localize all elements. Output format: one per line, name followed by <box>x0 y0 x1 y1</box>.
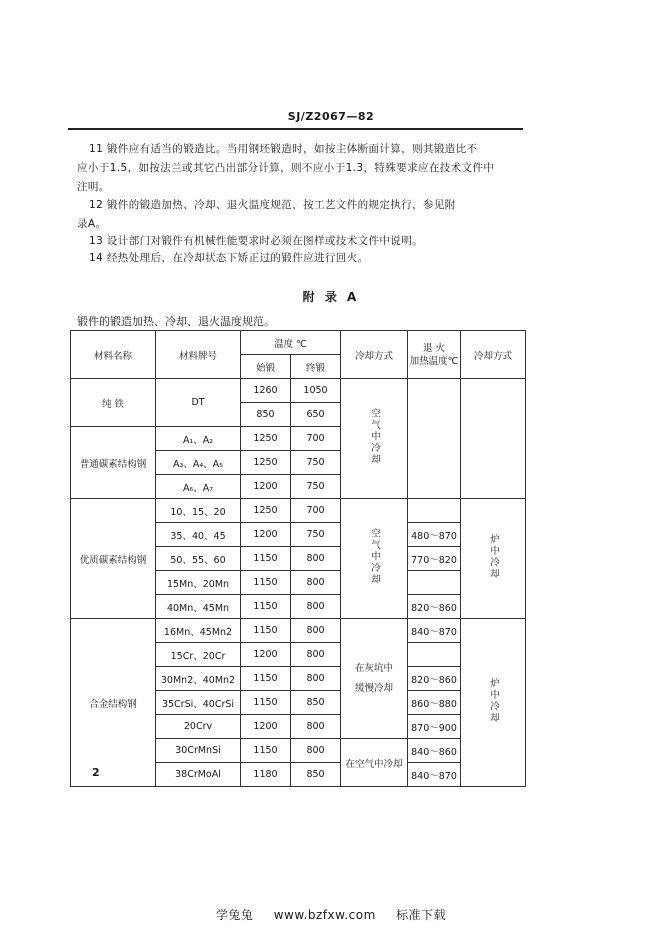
anneal-cell: 840～860 <box>408 739 461 763</box>
start-cell: 1260 <box>241 379 291 403</box>
start-cell: 1250 <box>241 451 291 475</box>
grade-cell: 30Mn2、40Mn2 <box>156 667 241 691</box>
cooling-air-1-text: 空气中冷却 <box>369 408 381 466</box>
start-cell: 850 <box>241 403 291 427</box>
grade-cell: 35CrSi、40CrSi <box>156 691 241 715</box>
footer <box>0 906 662 923</box>
end-cell: 700 <box>291 427 341 451</box>
end-cell: 750 <box>291 475 341 499</box>
page-number: 2 <box>92 766 100 779</box>
start-cell: 1200 <box>241 715 291 739</box>
end-cell: 650 <box>291 403 341 427</box>
header-rule <box>68 128 523 130</box>
cooling-air-2 <box>341 499 408 619</box>
cooling-furnace-2-text: 炉中冷却 <box>488 678 500 724</box>
start-cell: 1150 <box>241 571 291 595</box>
clause-line: 录A。 <box>77 218 107 230</box>
grade-cell: 40Mn、45Mn <box>156 595 241 619</box>
anneal-cell: 860～880 <box>408 691 461 715</box>
end-cell: 800 <box>291 547 341 571</box>
end-cell: 750 <box>291 451 341 475</box>
end-cell: 1050 <box>291 379 341 403</box>
table-row <box>71 499 526 523</box>
clause-11 <box>77 140 524 197</box>
header-grade: 材料牌号 <box>156 331 241 379</box>
grade-cell: DT <box>156 379 241 427</box>
anneal-cell: 480～870 <box>408 523 461 547</box>
start-cell: 1150 <box>241 619 291 643</box>
anneal-cell: 840～870 <box>408 763 461 787</box>
grade-cell: A₃、A₄、A₅ <box>156 451 241 475</box>
anneal-cell: 770～820 <box>408 547 461 571</box>
grade-cell: 38CrMoAl <box>156 763 241 787</box>
table-row <box>71 379 526 403</box>
header-cooling: 冷却方式 <box>341 331 408 379</box>
cooling-air-1 <box>341 379 408 499</box>
grade-cell: 15Cr、20Cr <box>156 643 241 667</box>
cooling-ash-line2: 缓慢冷却 <box>355 682 394 694</box>
forging-temperature-table <box>70 330 526 787</box>
anneal-cell: 840～870 <box>408 619 461 643</box>
anneal-cell <box>408 571 461 595</box>
group-alloy: 合金结构钢 <box>71 619 156 787</box>
cooling-furnace-1 <box>461 499 526 619</box>
grade-cell: 16Mn、45Mn2 <box>156 619 241 643</box>
cooling-air-3: 在空气中冷却 <box>341 739 408 787</box>
start-cell: 1180 <box>241 763 291 787</box>
appendix-title: 附 录 A <box>302 290 360 304</box>
grade-cell: A₆、A₇ <box>156 475 241 499</box>
start-cell: 1150 <box>241 547 291 571</box>
clause-12 <box>77 196 524 234</box>
anneal-cell: 820～860 <box>408 595 461 619</box>
clause-line: 12 锻件的锻造加热、冷却、退火温度规范，按工艺文件的规定执行，参见附 <box>89 199 456 211</box>
end-cell: 850 <box>291 763 341 787</box>
end-cell: 800 <box>291 715 341 739</box>
end-cell: 800 <box>291 571 341 595</box>
header-start: 始锻 <box>241 355 291 379</box>
clause-line: 11 锻件应有适当的锻造比。当用钢坯锻造时，如按主体断面计算，则其锻造比不 <box>89 143 478 155</box>
grade-cell: 20Crv <box>156 715 241 739</box>
grade-cell: 50、55、60 <box>156 547 241 571</box>
footer-url[interactable]: www.bzfxw.com <box>273 908 376 922</box>
cooling-ash-line1: 在灰坑中 <box>355 662 394 674</box>
footer-label: 标准下载 <box>396 908 447 922</box>
table-row <box>71 619 526 643</box>
cooling-air-2-text: 空气中冷却 <box>369 528 381 586</box>
cooling-furnace-2 <box>461 619 526 787</box>
start-cell: 1200 <box>241 523 291 547</box>
grade-cell: 15Mn、20Mn <box>156 571 241 595</box>
end-cell: 800 <box>291 643 341 667</box>
end-cell: 800 <box>291 619 341 643</box>
header-end: 终锻 <box>291 355 341 379</box>
grade-cell: 10、15、20 <box>156 499 241 523</box>
header-anneal <box>408 331 461 379</box>
table-header-row <box>71 331 526 355</box>
group-quality: 优质碳素结构钢 <box>71 499 156 619</box>
header-anneal-line2: 加热温度℃ <box>409 355 459 367</box>
end-cell: 800 <box>291 595 341 619</box>
footer-site: 学兔兔 <box>215 908 254 922</box>
grade-cell: 30CrMnSi <box>156 739 241 763</box>
end-cell: 800 <box>291 739 341 763</box>
clause-14 <box>77 249 524 268</box>
anneal-cell <box>408 379 461 499</box>
anneal-cell: 870～900 <box>408 715 461 739</box>
group-iron: 纯 铁 <box>71 379 156 427</box>
doc-header: SJ/Z2067—82 <box>287 110 375 123</box>
header-cooling2: 冷却方式 <box>461 331 526 379</box>
start-cell: 1150 <box>241 691 291 715</box>
grade-cell: 35、40、45 <box>156 523 241 547</box>
start-cell: 1250 <box>241 427 291 451</box>
start-cell: 1250 <box>241 499 291 523</box>
cooling-ash-pit <box>341 619 408 739</box>
header-anneal-line1: 退 火 <box>423 342 446 354</box>
start-cell: 1150 <box>241 667 291 691</box>
clause-line: 应小于1.5，如按法兰或其它凸出部分计算，则不应小于1.3，特殊要求应在技术文件中 <box>77 162 495 174</box>
header-temp: 温度 ℃ <box>241 331 341 355</box>
start-cell: 1200 <box>241 475 291 499</box>
end-cell: 850 <box>291 691 341 715</box>
end-cell: 800 <box>291 667 341 691</box>
table-caption: 锻件的锻造加热、冷却、退火温度规范。 <box>77 315 275 328</box>
cooling-furnace-1-text: 炉中冷却 <box>488 534 500 580</box>
anneal-cell: 820～860 <box>408 667 461 691</box>
clause-line: 14 经热处理后，在冷却状态下矫正过的锻件应进行回火。 <box>89 252 369 264</box>
end-cell: 700 <box>291 499 341 523</box>
end-cell: 750 <box>291 523 341 547</box>
header-material-name: 材料名称 <box>71 331 156 379</box>
clause-line: 13 设计部门对锻件有机械性能要求时必须在图样或技术文件中说明。 <box>89 235 423 247</box>
group-plain: 普通碳素结构钢 <box>71 427 156 499</box>
clause-line: 注明。 <box>77 181 110 193</box>
start-cell: 1150 <box>241 739 291 763</box>
anneal-cell <box>408 643 461 667</box>
start-cell: 1200 <box>241 643 291 667</box>
grade-cell: A₁、A₂ <box>156 427 241 451</box>
start-cell: 1150 <box>241 595 291 619</box>
anneal-cell <box>408 499 461 523</box>
cooling2-empty <box>461 379 526 499</box>
